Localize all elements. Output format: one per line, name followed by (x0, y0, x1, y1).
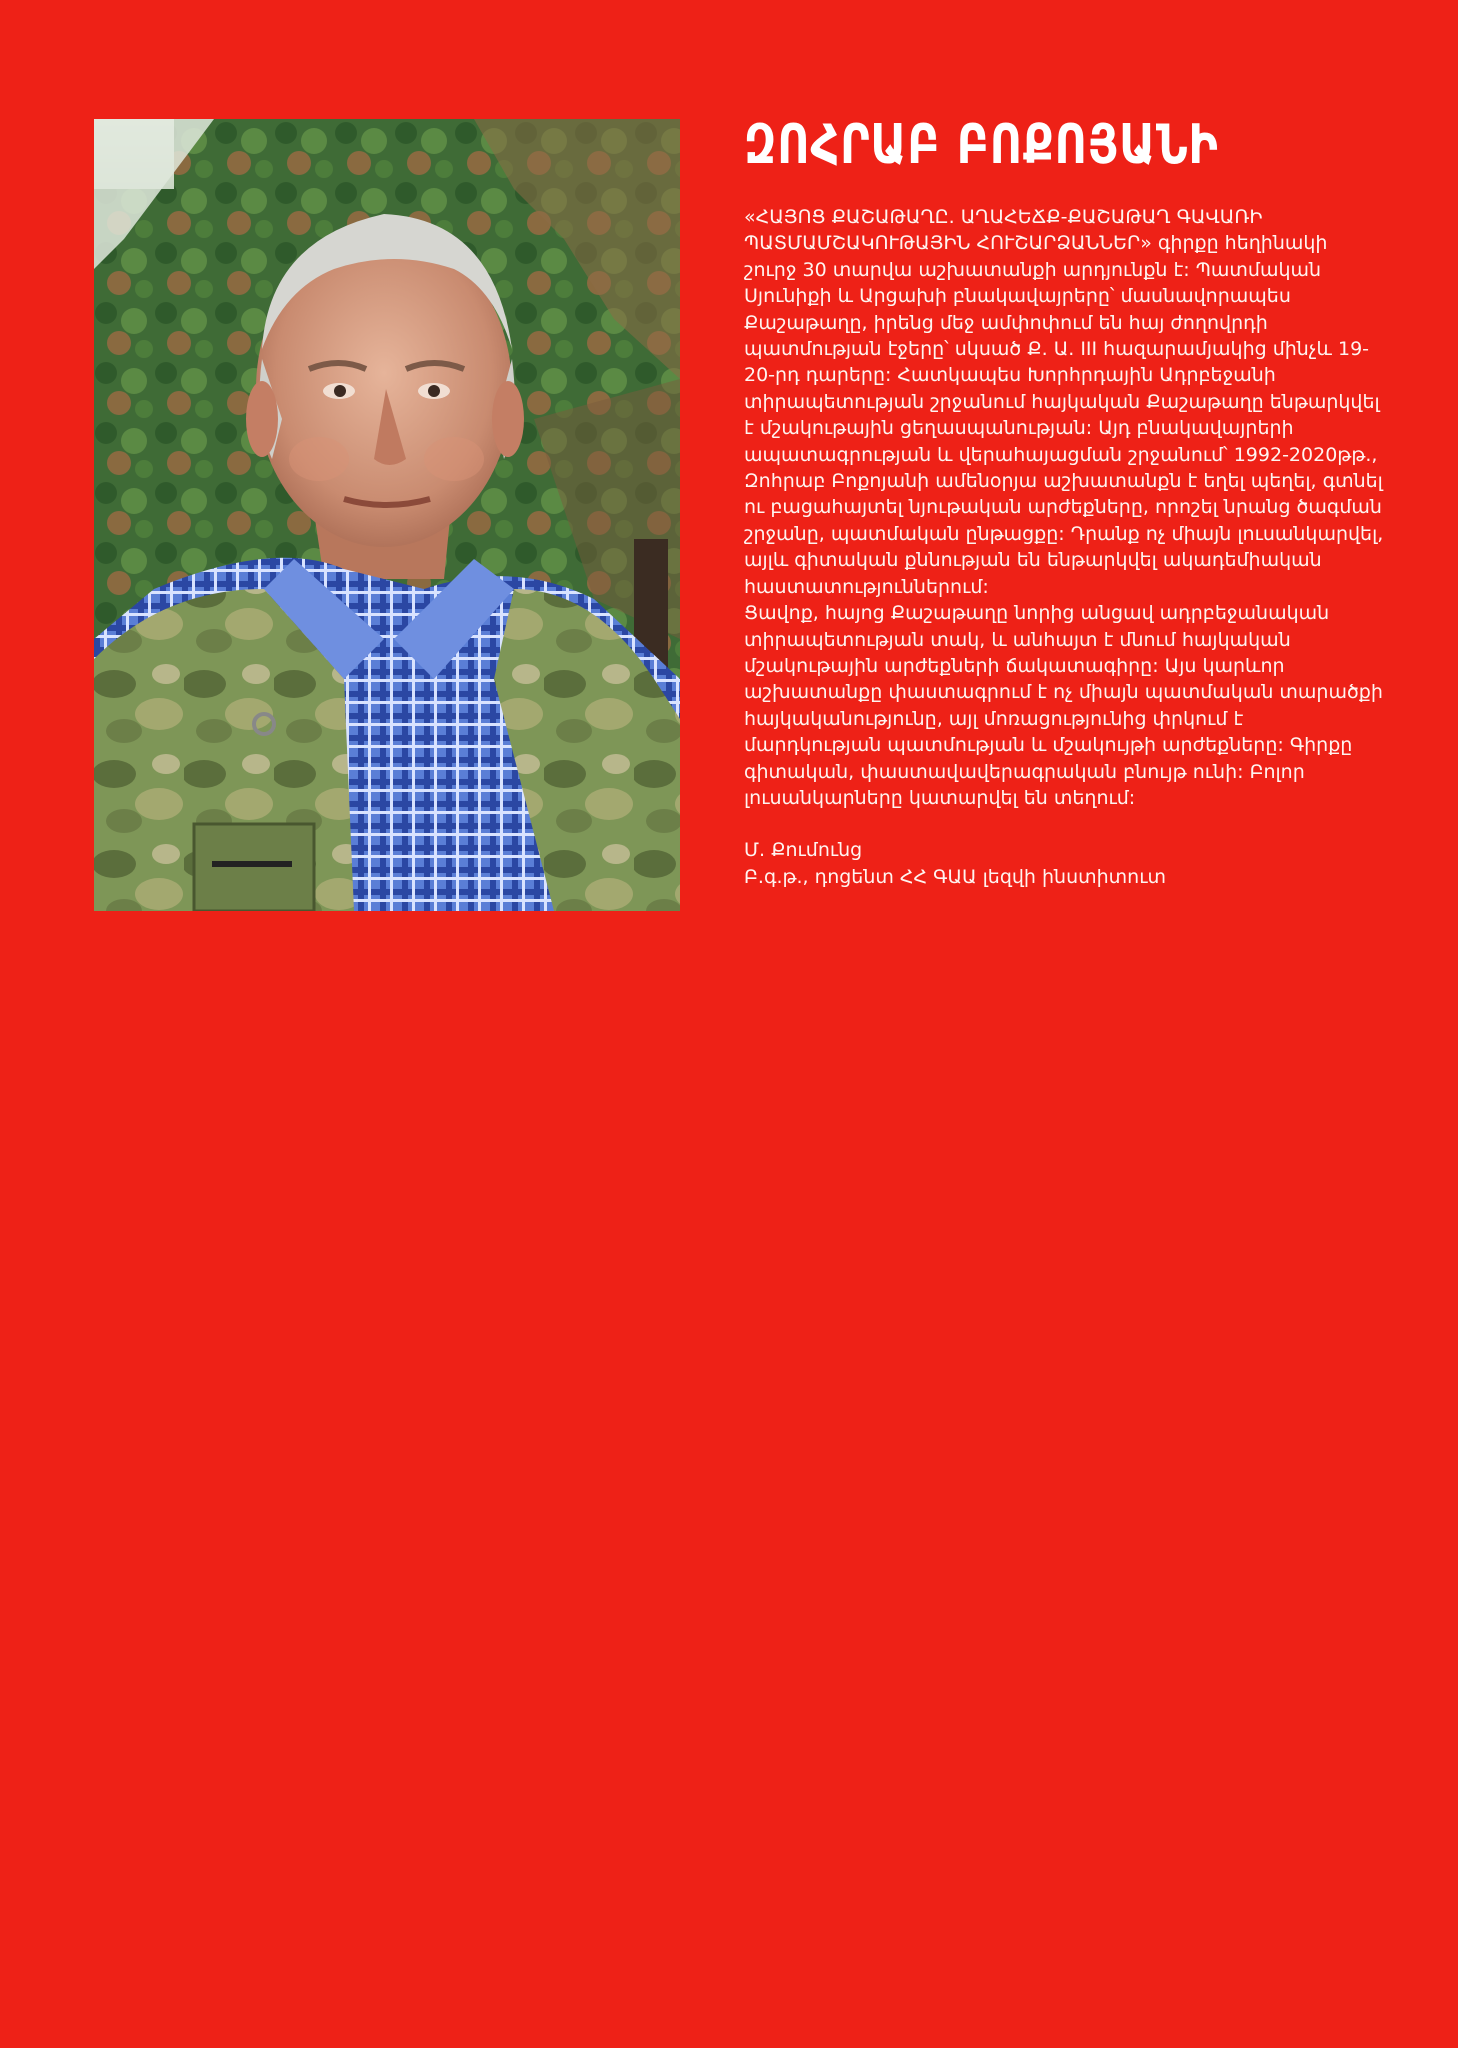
reviewer-name: Մ. Քումունց (744, 839, 863, 862)
reviewer-title: Բ.գ.թ., դոցենտ ՀՀ ԳԱԱ լեզվի ինստիտուտ (744, 865, 1166, 888)
author-portrait-photo (94, 119, 680, 911)
author-photo (94, 119, 680, 911)
text-column (744, 112, 1384, 890)
description-paragraph: Ցավոք, հայոց Քաշաթաղը նորից անցավ ադրբեջանական տիրապետության տակ, և անհայտ է մնում հայկական մշակութային արժեքների ճակատագիրը: Այս կարևոր աշխատանքը փաստագրում է ոչ միայն պատմական տարածքի հայկականությունը, այլ մոռացությունից փրկում է մարդկության պատմության և մշակույթի արժեքները: Գիրքը գիտական, փաստավավերագրական բնույթ ունի: Բոլոր լուսանկարները կատարվել են տեղում: (744, 602, 1383, 809)
reviewer-signature (744, 837, 1384, 890)
book-description (744, 204, 1384, 811)
author-name-heading: ԶՈՀՐԱԲ ԲՈՔՈՅԱՆԻ (744, 113, 1219, 176)
description-paragraph: «ՀԱՅՈՑ ՔԱՇԱԹԱՂԸ. ԱՂԱՀԵՃՔ-ՔԱՇԱԹԱՂ ԳԱՎԱՌԻ ՊԱՏՄԱՄՇԱԿՈՒԹԱՅԻՆ ՀՈՒՇԱՐՁԱՆՆԵՐ» գիրքը հեղինակի շուրջ 30 տարվա աշխատանքի արդյունքն է: Պատմական Սյունիքի և Արցախի բնակավայրերը՝ մասնավորապես Քաշաթաղը, իրենց մեջ ամփոփում են հայ ժողովրդի պատմության էջերը՝ սկսած Ք. Ա. III հազարամյակից մինչև 19-20-րդ դարերը: Հատկապես Խորհրդային Ադրբեջանի տիրապետության շրջանում հայկական Քաշաթաղը ենթարկվել է մշակութային ցեղասպանության: Այդ բնակավայրերի ապատագրության և վերահայացման շրջանում՝ 1992-2020թթ., Զոհրաբ Բոքոյանի ամենօրյա աշխատանքն է եղել պեղել, գտնել ու բացահայտել նյութական արժեքները, որոշել նրանց ծագման շրջանը, պատմական ընթացքը: Դրանք ոչ միայն լուսանկարվել, այլև գիտական քննության են ենթարկվել ակադեմիական հաստատություններում: (744, 206, 1384, 598)
